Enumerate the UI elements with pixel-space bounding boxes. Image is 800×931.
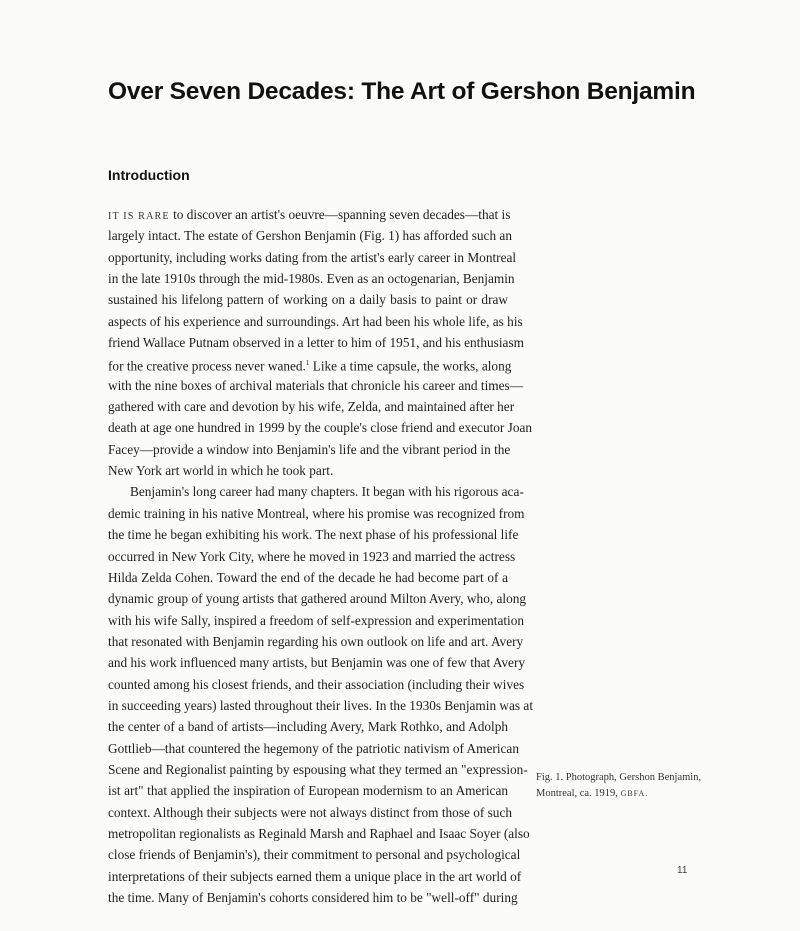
text-line bbox=[108, 204, 511, 225]
text-line: New York art world in which he took part. bbox=[108, 463, 334, 479]
text-line: and his work influenced many artists, but Benjamin was one of few that Avery bbox=[108, 655, 526, 671]
page-title: Over Seven Decades: The Art of Gershon Benjamin bbox=[108, 78, 696, 105]
section-heading: Introduction bbox=[108, 167, 190, 183]
text-line: aspects of his experience and surroundings. Art had been his whole life, as his bbox=[108, 313, 523, 329]
text-line: Benjamin's long career had many chapters. It began with his rigorous aca- bbox=[130, 484, 524, 500]
text-line: that resonated with Benjamin regarding his own outlook on life and art. Avery bbox=[108, 633, 524, 649]
page-number: 11 bbox=[677, 865, 688, 876]
text-line: metropolitan regionalists as Reginald Marsh and Raphael and Isaac Soyer (also bbox=[108, 825, 530, 841]
body-text bbox=[108, 204, 534, 908]
text-line: in succeeding years) lasted throughout their lives. In the 1930s Benjamin was at bbox=[108, 697, 534, 713]
caption-text: Montreal, ca. 1919, bbox=[536, 788, 618, 799]
text-line: ist art" that applied the inspiration of European modernism to an American bbox=[108, 783, 508, 799]
text-line: context. Although their subjects were not always distinct from those of such bbox=[108, 804, 512, 820]
text-line: occurred in New York City, where he moved in 1923 and married the actress bbox=[108, 548, 516, 564]
text-line bbox=[108, 353, 512, 374]
caption-credit: GBFA. bbox=[620, 789, 649, 798]
text-line: the time he began exhibiting his work. The next phase of his professional life bbox=[108, 527, 519, 543]
text-line: with the nine boxes of archival materials that chronicle his career and times— bbox=[108, 377, 524, 393]
text-line: dynamic group of young artists that gathered around Milton Avery, who, along bbox=[108, 591, 527, 607]
text-line: sustained his lifelong pattern of working on a daily basis to paint or draw bbox=[108, 292, 508, 308]
text-line: demic training in his native Montreal, where his promise was recognized from bbox=[108, 505, 525, 521]
text-line: Scene and Regionalist painting by espousing what they termed an "expression- bbox=[108, 761, 528, 777]
caption-line bbox=[536, 786, 726, 802]
text-line: the center of a band of artists—including Avery, Mark Rothko, and Adolph bbox=[108, 719, 508, 735]
text-line: the time. Many of Benjamin's cohorts considered him to be "well-off" during bbox=[108, 890, 518, 905]
figure-caption bbox=[536, 770, 726, 802]
text-line: Hilda Zelda Cohen. Toward the end of the decade he had become part of a bbox=[108, 569, 508, 585]
text-line: Facey—provide a window into Benjamin's life and the vibrant period in the bbox=[108, 441, 511, 457]
caption-line: Fig. 1. Photograph, Gershon Benjamin, bbox=[536, 772, 702, 783]
text-line: Gottlieb—that countered the hegemony of the patriotic nativism of American bbox=[108, 740, 519, 756]
text-line: opportunity, including works dating from the artist's early career in Montreal bbox=[108, 249, 517, 265]
text-line: in the late 1910s through the mid-1980s. Even as an octogenarian, Benjamin bbox=[108, 271, 515, 287]
text-line: interpretations of their subjects earned them a unique place in the art world of bbox=[108, 868, 522, 884]
text-line: close friends of Benjamin's), their commitment to personal and psychological bbox=[108, 847, 521, 863]
text-line: largely intact. The estate of Gershon Benjamin (Fig. 1) has afforded such an bbox=[108, 228, 512, 244]
text-line: with his wife Sally, inspired a freedom of self-expression and experimentation bbox=[108, 612, 525, 628]
text-fragment: Like a time capsule, the works, along bbox=[312, 358, 512, 374]
text-line: gathered with care and devotion by his wife, Zelda, and maintained after her bbox=[108, 399, 515, 415]
text-fragment: to discover an artist's oeuvre—spanning seven decades—that is bbox=[173, 207, 511, 222]
text-line: friend Wallace Putnam observed in a letter to him of 1951, and his enthusiasm bbox=[108, 335, 524, 351]
lead-in: IT IS RARE bbox=[108, 211, 170, 222]
text-line: death at age one hundred in 1999 by the couple's close friend and executor Joan bbox=[108, 420, 533, 436]
text-line: counted among his closest friends, and their association (including their wives bbox=[108, 676, 525, 692]
text-fragment: for the creative process never waned. bbox=[108, 358, 306, 374]
footnote-marker: 1 bbox=[305, 359, 310, 368]
